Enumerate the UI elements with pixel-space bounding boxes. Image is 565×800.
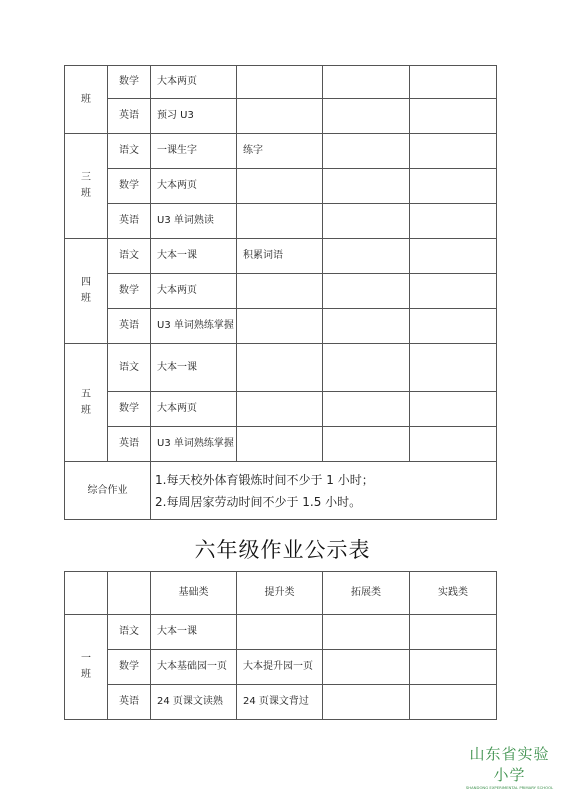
practice-cell xyxy=(410,66,497,99)
subject-cell: 数学 xyxy=(108,392,151,427)
subject-cell: 英语 xyxy=(108,427,151,462)
subject-cell: 英语 xyxy=(108,685,151,720)
expand-cell xyxy=(323,99,410,134)
summary-row xyxy=(65,462,497,520)
improve-cell xyxy=(237,99,323,134)
basic-cell: 大本一课 xyxy=(151,344,237,392)
subject-cell: 数学 xyxy=(108,274,151,309)
table-row xyxy=(65,344,497,392)
improve-cell xyxy=(237,615,323,650)
practice-cell xyxy=(410,274,497,309)
subject-cell: 语文 xyxy=(108,134,151,169)
practice-cell xyxy=(410,427,497,462)
practice-cell xyxy=(410,239,497,274)
column-header xyxy=(65,572,108,615)
expand-cell xyxy=(323,239,410,274)
basic-cell: 大本一课 xyxy=(151,239,237,274)
expand-cell xyxy=(323,274,410,309)
expand-cell xyxy=(323,66,410,99)
expand-cell xyxy=(323,134,410,169)
improve-cell xyxy=(237,204,323,239)
subject-cell: 数学 xyxy=(108,650,151,685)
column-header: 实践类 xyxy=(410,572,497,615)
table-row xyxy=(65,427,497,462)
table-row xyxy=(65,204,497,239)
expand-cell xyxy=(323,685,410,720)
subject-cell: 数学 xyxy=(108,66,151,99)
header-row xyxy=(65,572,497,615)
school-name-en: SHANDONG EXPERIMENTAL PRIMARY SCHOOL xyxy=(465,785,554,790)
expand-cell xyxy=(323,309,410,344)
subject-cell: 语文 xyxy=(108,615,151,650)
summary-content xyxy=(151,462,497,520)
basic-cell: 预习 U3 xyxy=(151,99,237,134)
subject-cell: 英语 xyxy=(108,204,151,239)
expand-cell xyxy=(323,204,410,239)
table-row xyxy=(65,99,497,134)
table-row xyxy=(65,650,497,685)
improve-cell xyxy=(237,427,323,462)
improve-cell: 练字 xyxy=(237,134,323,169)
class-label: 一 班 xyxy=(65,615,108,720)
subject-cell: 语文 xyxy=(108,344,151,392)
practice-cell xyxy=(410,615,497,650)
improve-cell xyxy=(237,344,323,392)
expand-cell xyxy=(323,344,410,392)
basic-cell: 大本两页 xyxy=(151,169,237,204)
table-row xyxy=(65,685,497,720)
improve-cell xyxy=(237,169,323,204)
basic-cell: 大本一课 xyxy=(151,615,237,650)
improve-cell xyxy=(237,309,323,344)
school-name-cn: 山东省实验小学 xyxy=(469,745,550,784)
subject-cell: 英语 xyxy=(108,99,151,134)
class-label: 三 班 xyxy=(65,134,108,239)
subject-cell: 数学 xyxy=(108,169,151,204)
summary-label: 综合作业 xyxy=(65,462,151,520)
practice-cell xyxy=(410,204,497,239)
subject-cell: 语文 xyxy=(108,239,151,274)
practice-cell xyxy=(410,392,497,427)
practice-cell xyxy=(410,685,497,720)
class-label: 五 班 xyxy=(65,344,108,462)
practice-cell xyxy=(410,134,497,169)
practice-cell xyxy=(410,309,497,344)
improve-cell xyxy=(237,392,323,427)
table-row xyxy=(65,239,497,274)
basic-cell: U3 单词熟练掌握 xyxy=(151,427,237,462)
improve-cell: 大本提升园一页 xyxy=(237,650,323,685)
improve-cell xyxy=(237,274,323,309)
basic-cell: 24 页课文读熟 xyxy=(151,685,237,720)
column-header: 基础类 xyxy=(151,572,237,615)
expand-cell xyxy=(323,615,410,650)
expand-cell xyxy=(323,650,410,685)
basic-cell: U3 单词熟读 xyxy=(151,204,237,239)
practice-cell xyxy=(410,99,497,134)
basic-cell: 大本基础园一页 xyxy=(151,650,237,685)
table-row xyxy=(65,392,497,427)
improve-cell: 积累词语 xyxy=(237,239,323,274)
table-row xyxy=(65,134,497,169)
summary-line: 2.每周居家劳动时间不少于 1.5 小时。 xyxy=(155,494,362,509)
table-row xyxy=(65,274,497,309)
table-row xyxy=(65,309,497,344)
practice-cell xyxy=(410,169,497,204)
table-row xyxy=(65,615,497,650)
summary-line: 1.每天校外体育锻炼时间不少于 1 小时； xyxy=(155,472,374,487)
basic-cell: 大本两页 xyxy=(151,66,237,99)
class-label: 班 xyxy=(65,66,108,134)
basic-cell: 大本两页 xyxy=(151,392,237,427)
column-header: 拓展类 xyxy=(323,572,410,615)
expand-cell xyxy=(323,169,410,204)
homework-table-grade6 xyxy=(64,571,497,720)
expand-cell xyxy=(323,427,410,462)
subject-cell: 英语 xyxy=(108,309,151,344)
class-label: 四 班 xyxy=(65,239,108,344)
school-logo xyxy=(462,743,557,790)
basic-cell: U3 单词熟练掌握 xyxy=(151,309,237,344)
basic-cell: 一课生字 xyxy=(151,134,237,169)
column-header: 提升类 xyxy=(237,572,323,615)
table-row xyxy=(65,169,497,204)
improve-cell xyxy=(237,66,323,99)
expand-cell xyxy=(323,392,410,427)
column-header xyxy=(108,572,151,615)
table-row xyxy=(65,66,497,99)
grade6-title: 六年级作业公示表 xyxy=(194,538,371,562)
homework-table-grade5 xyxy=(64,65,497,520)
improve-cell: 24 页课文背过 xyxy=(237,685,323,720)
practice-cell xyxy=(410,650,497,685)
practice-cell xyxy=(410,344,497,392)
basic-cell: 大本两页 xyxy=(151,274,237,309)
